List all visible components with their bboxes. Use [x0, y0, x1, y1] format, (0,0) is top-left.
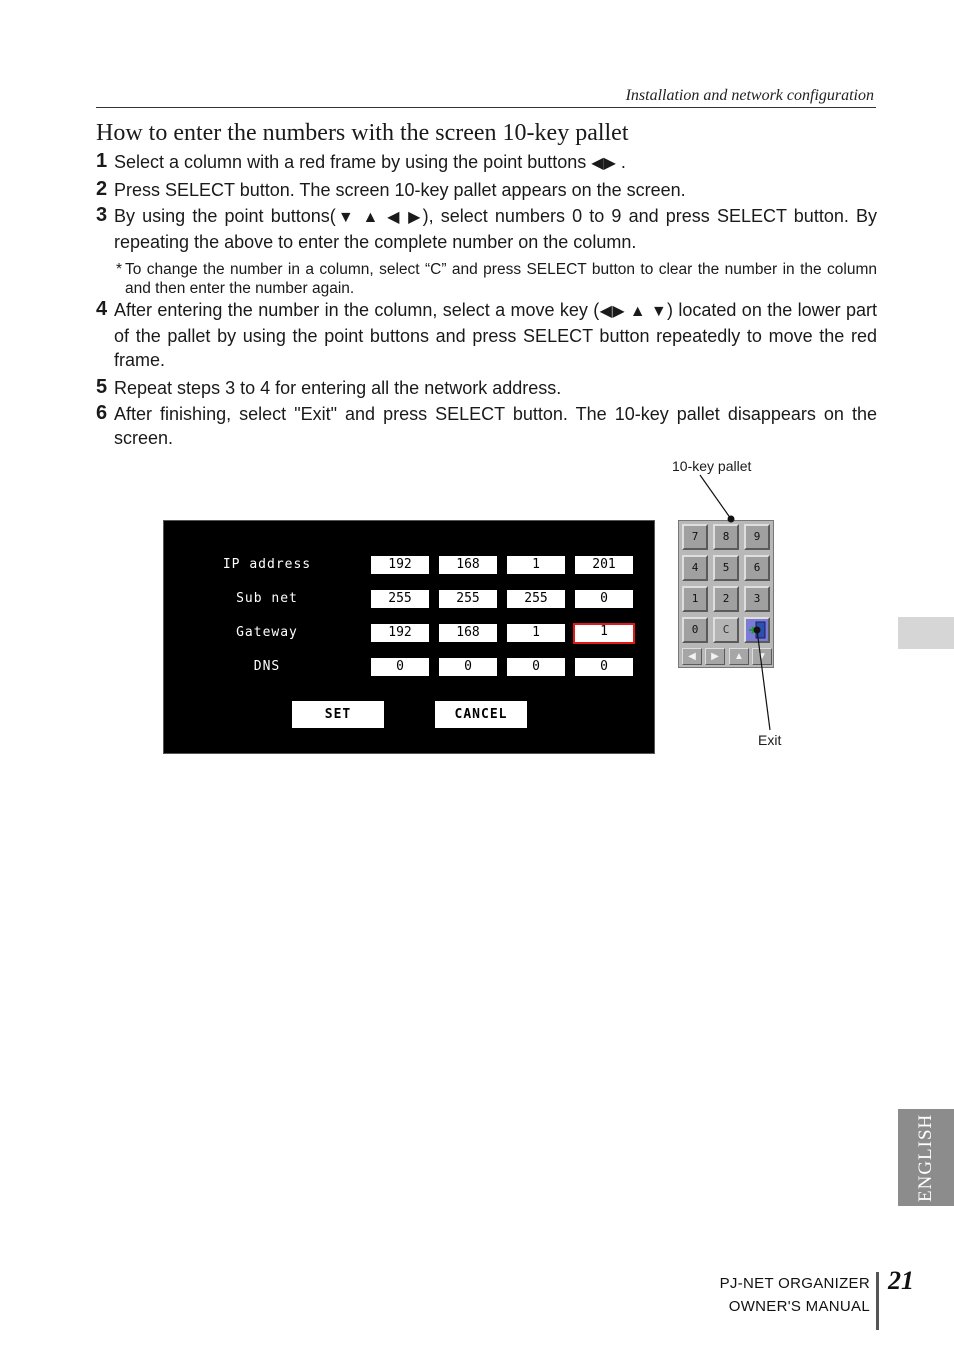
- step-text: After finishing, select "Exit" and press SELECT button. The 10-key pallet disappears on the screen.: [114, 404, 877, 448]
- ip-address-field-4[interactable]: 201: [575, 556, 633, 574]
- step-text: Repeat steps 3 to 4 for entering all the network address.: [114, 378, 562, 398]
- section-title: How to enter the numbers with the screen 10-key pallet: [96, 120, 629, 146]
- side-tab-marker: [898, 617, 954, 649]
- exit-callout-label: Exit: [758, 732, 782, 748]
- footer-product-name: PJ-NET ORGANIZER: [719, 1275, 870, 1292]
- move-up-key[interactable]: ▲: [729, 648, 749, 665]
- dns-field-4[interactable]: 0: [575, 658, 633, 676]
- step-number: 3: [96, 204, 108, 226]
- dns-field-2[interactable]: 0: [439, 658, 497, 676]
- key-5[interactable]: 5: [713, 555, 739, 581]
- note-text: To change the number in a column, select “C” and press SELECT button to clear the number in the column and then enter the number again.: [125, 261, 877, 297]
- key-0[interactable]: 0: [682, 617, 708, 643]
- step-number: 6: [96, 402, 108, 424]
- ip-address-label: IP address: [222, 557, 312, 572]
- dns-field-3[interactable]: 0: [507, 658, 565, 676]
- step-text-post: ), select numbers 0 to 9 and press SELECT button. By repeating the above to enter the complete number on the column.: [114, 206, 878, 252]
- step-number: 1: [96, 150, 108, 172]
- gateway-label: Gateway: [236, 625, 298, 640]
- key-2[interactable]: 2: [713, 586, 739, 612]
- step-number: 5: [96, 376, 108, 398]
- exit-callout-line: [757, 630, 770, 730]
- pallet-callout-label: 10-key pallet: [672, 458, 752, 474]
- key-1[interactable]: 1: [682, 586, 708, 612]
- ip-address-field-3[interactable]: 1: [507, 556, 565, 574]
- step-text-pre: By using the point buttons(: [114, 206, 336, 226]
- page-number: 21: [888, 1266, 914, 1295]
- key-6[interactable]: 6: [744, 555, 770, 581]
- key-4[interactable]: 4: [682, 555, 708, 581]
- key-9[interactable]: 9: [744, 524, 770, 550]
- key-7[interactable]: 7: [682, 524, 708, 550]
- subnet-field-3[interactable]: 255: [507, 590, 565, 608]
- key-8[interactable]: 8: [713, 524, 739, 550]
- running-header: Installation and network configuration: [625, 87, 874, 104]
- step-text: Press SELECT button. The screen 10-key pallet appears on the screen.: [114, 180, 686, 200]
- step-end: .: [615, 152, 626, 172]
- dns-field-1[interactable]: 0: [371, 658, 429, 676]
- subnet-field-2[interactable]: 255: [439, 590, 497, 608]
- step-text: Select a column with a red frame by using the point buttons: [114, 152, 587, 172]
- gateway-field-2[interactable]: 168: [439, 624, 497, 642]
- subnet-field-1[interactable]: 255: [371, 590, 429, 608]
- pallet-callout-line: [700, 475, 731, 519]
- language-tab: [898, 1109, 954, 1206]
- language-tab-label: ENGLISH: [915, 1113, 936, 1202]
- ip-address-field-1[interactable]: 192: [371, 556, 429, 574]
- pallet-callout-dot: [728, 516, 735, 523]
- step-text-post: ) located on the lower part of the pallet by using the point buttons and press SELECT button repeatedly to move the red frame.: [114, 300, 877, 370]
- key-clear[interactable]: C: [713, 617, 739, 643]
- set-button[interactable]: SET: [292, 701, 384, 728]
- footer-manual-name: OWNER'S MANUAL: [728, 1298, 870, 1315]
- step-number: 4: [96, 298, 108, 320]
- subnet-label: Sub net: [236, 591, 298, 606]
- gateway-field-3[interactable]: 1: [507, 624, 565, 642]
- gateway-field-4-selected[interactable]: 1: [573, 623, 635, 644]
- move-left-key[interactable]: ◀: [682, 648, 702, 665]
- move-down-key[interactable]: ▼: [752, 648, 772, 665]
- ip-address-field-2[interactable]: 168: [439, 556, 497, 574]
- key-3[interactable]: 3: [744, 586, 770, 612]
- cancel-button[interactable]: CANCEL: [435, 701, 527, 728]
- gateway-field-1[interactable]: 192: [371, 624, 429, 642]
- step-text-pre: After entering the number in the column, select a move key (: [114, 300, 600, 320]
- exit-callout-dot: [754, 627, 761, 634]
- move-right-key[interactable]: ▶: [705, 648, 725, 665]
- left-right-arrow-icons: ◀▶: [591, 155, 616, 172]
- footer-divider: [876, 1272, 879, 1330]
- step-number: 2: [96, 178, 108, 200]
- subnet-field-4[interactable]: 0: [575, 590, 633, 608]
- move-key-arrow-icons: ◀▶ ▲ ▼: [599, 303, 668, 320]
- dns-label: DNS: [253, 659, 281, 674]
- point-arrow-icons: ▼ ▲ ◀ ▶: [335, 209, 423, 226]
- note-asterisk: *: [116, 261, 123, 278]
